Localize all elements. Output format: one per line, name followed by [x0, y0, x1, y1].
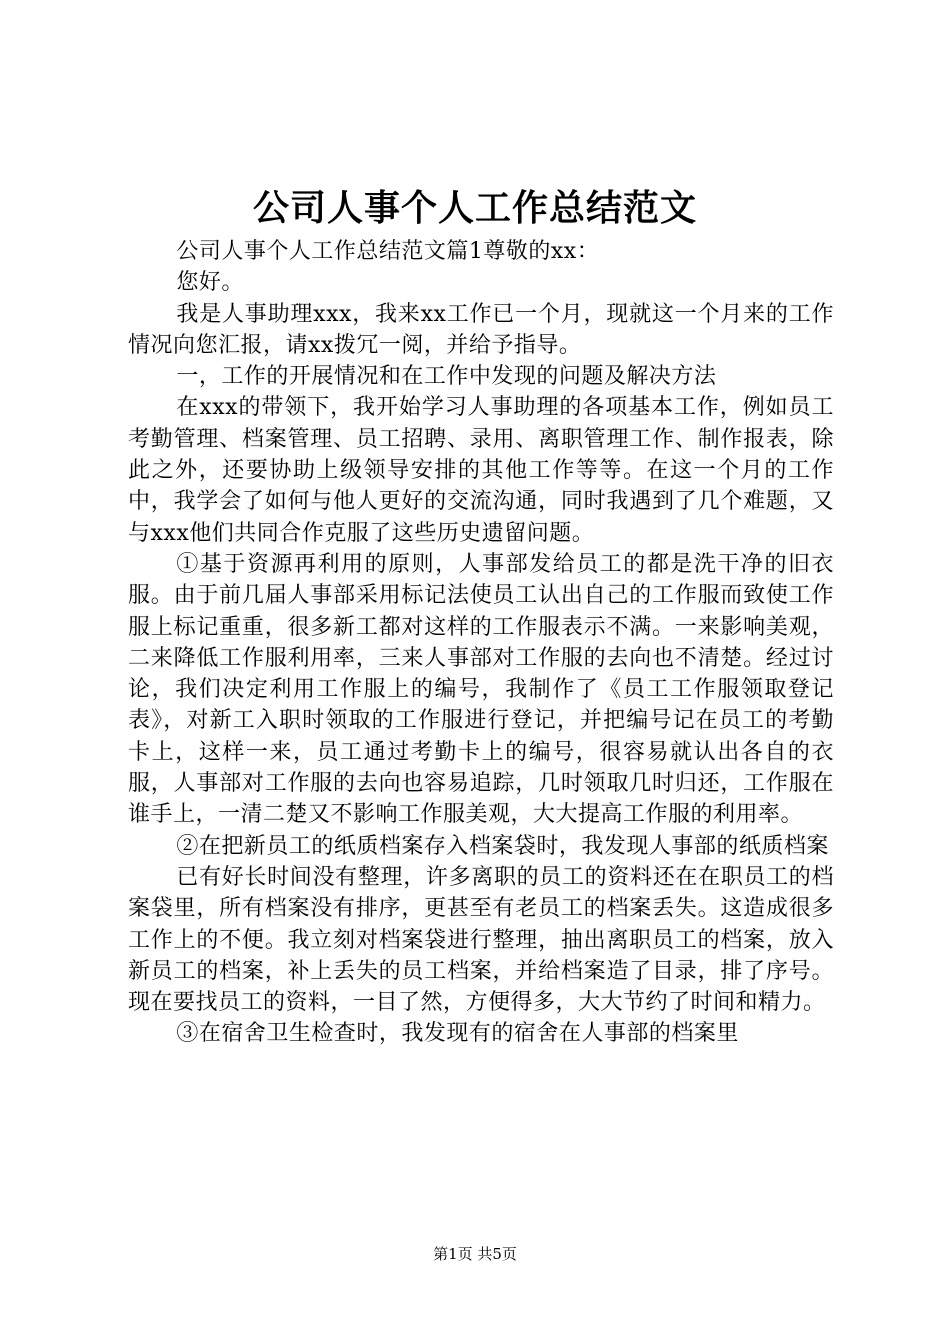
paragraph-work-overview: 在xxx的带领下，我开始学习人事助理的各项基本工作，例如员工考勤管理、档案管理、员工招聘、录用、离职管理工作、制作报表，除此之外，还要协助上级领导安排的其他工作等等。在这一个月的工作中，我学会了如何与他人更好的交流沟通，同时我遇到了几个难题，又与xxx他们共同合作克服了这些历史遗留问题。 — [128, 395, 834, 546]
document-body — [128, 236, 834, 1050]
paragraph-item-1: ①基于资源再利用的原则，人事部发给员工的都是洗干净的旧衣服。由于前几届人事部采用标记法使员工认出自己的工作服而致使工作服上标记重重，很多新工都对这样的工作服表示不满。一来影响美观，二来降低工作服利用率，三来人事部对工作服的去向也不清楚。经过讨论，我们决定利用工作服上的编号，我制作了《员工工作服领取登记表》，对新工入职时领取的工作服进行登记，并把编号记在员工的考勤卡上，这样一来，员工通过考勤卡上的编号，很容易就认出各自的衣服，人事部对工作服的去向也容易追踪，几时领取几时归还，工作服在谁手上，一清二楚又不影响工作服美观，大大提高工作服的利用率。 — [128, 551, 834, 828]
paragraph-intro: 我是人事助理xxx，我来xx工作已一个月，现就这一个月来的工作情况向您汇报，请xx拨冗一阅，并给予指导。 — [128, 301, 834, 358]
paragraph-archive-cleanup: 已有好长时间没有整理，许多离职的员工的资料还在在职员工的档案袋里，所有档案没有排序，更甚至有老员工的档案丢失。这造成很多工作上的不便。我立刻对档案袋进行整理，抽出离职员工的档案，放入新员工的档案，补上丢失的员工档案，并给档案造了目录，排了序号。现在要找员工的资料，一目了然，方便得多，大大节约了时间和精力。 — [128, 864, 834, 1016]
page-number-footer: 第1页 共5页 — [433, 1245, 517, 1263]
document-title: 公司人事个人工作总结范文 — [252, 188, 697, 229]
paragraph-salutation: 您好。 — [176, 270, 244, 296]
paragraph-greeting: 公司人事个人工作总结范文篇1尊敬的xx： — [176, 239, 600, 264]
paragraph-item-3: ③在宿舍卫生检查时，我发现有的宿舍在人事部的档案里 — [176, 1021, 739, 1047]
section-heading: 一，工作的开展情况和在工作中发现的问题及解决方法 — [176, 364, 717, 390]
paragraph-item-2: ②在把新员工的纸质档案存入档案袋时，我发现人事部的纸质档案 — [176, 833, 829, 859]
